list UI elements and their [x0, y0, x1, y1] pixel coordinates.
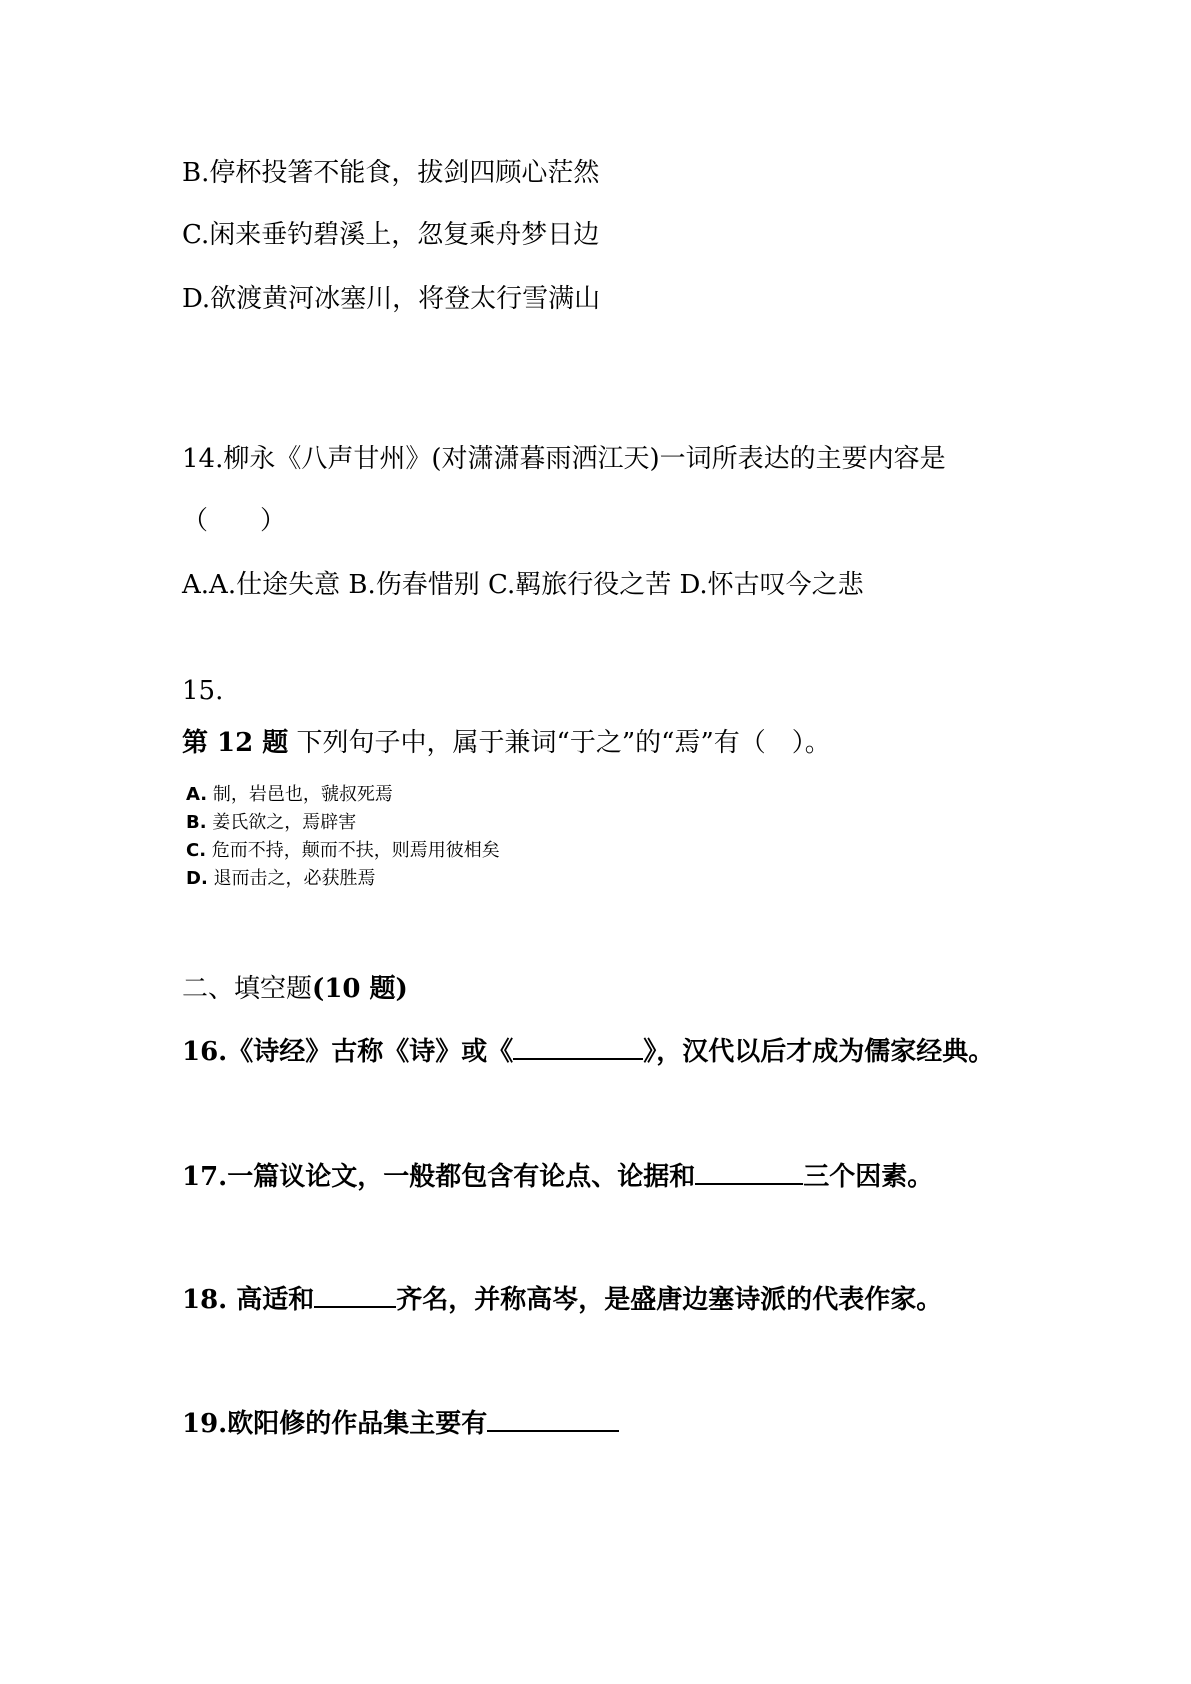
q13-option-d: D.欲渡黄河冰塞川，将登太行雪满山	[182, 284, 601, 314]
q17-blank[interactable]	[695, 1155, 803, 1185]
q16-text-after: 》，汉代以后才成为儒家经典。	[643, 1037, 995, 1067]
q15-stem-text: 下列句子中，属于兼词“于之”的“焉”有（ ）。	[288, 728, 831, 758]
q16-text-before: 16.《诗经》古称《诗》或《	[182, 1037, 514, 1067]
q19	[182, 1402, 619, 1440]
q15-option-a-text: 制，岩邑也，虢叔死焉	[212, 784, 393, 805]
q14-options: A.A.仕途失意 B.伤春惜别 C.羁旅行役之苦 D.怀古叹今之悲	[182, 570, 864, 600]
q13-option-c: C.闲来垂钓碧溪上，忽复乘舟梦日边	[182, 220, 600, 250]
q18	[182, 1278, 942, 1316]
q15-option-d-letter: D.	[186, 868, 208, 889]
q18-text-after: 齐名，并称高岑，是盛唐边塞诗派的代表作家。	[396, 1285, 943, 1315]
q19-blank[interactable]	[487, 1402, 619, 1432]
q15-stem	[182, 722, 831, 759]
section2-heading	[182, 968, 408, 1005]
q13-option-b: B.停杯投箸不能食，拔剑四顾心茫然	[182, 158, 600, 188]
q14-stem: 14.柳永《八声甘州》(对潇潇暮雨洒江天)一词所表达的主要内容是	[182, 444, 946, 474]
q15-option-b-letter: B.	[186, 812, 207, 833]
section2-title: 二、填空题	[182, 974, 313, 1004]
q15-option-d-text: 退而击之，必获胜焉	[213, 868, 376, 889]
q16	[182, 1030, 994, 1068]
q15-option-d	[186, 864, 376, 890]
q17	[182, 1155, 933, 1193]
q15-option-a-letter: A.	[186, 784, 208, 805]
q15-option-c-letter: C.	[186, 840, 207, 861]
q15-option-b	[186, 808, 356, 834]
q15-option-c	[186, 836, 500, 862]
q18-blank[interactable]	[314, 1278, 396, 1308]
q15-option-a	[186, 780, 393, 806]
q15-number: 15.	[182, 676, 224, 706]
q15-stem-prefix: 第 12 题	[182, 728, 289, 758]
q18-text-before: 18. 高适和	[182, 1285, 315, 1315]
q15-option-c-text: 危而不持，颠而不扶，则焉用彼相矣	[211, 840, 500, 861]
section2-count: (10 题)	[312, 974, 408, 1004]
q17-text-after: 三个因素。	[803, 1162, 934, 1192]
q16-blank[interactable]	[513, 1030, 643, 1060]
q19-text-before: 19.欧阳修的作品集主要有	[182, 1409, 488, 1439]
q15-option-b-text: 姜氏欲之，焉辟害	[212, 812, 357, 833]
q17-text-before: 17.一篇议论文，一般都包含有论点、论据和	[182, 1162, 696, 1192]
q14-answer-paren: （ ）	[182, 506, 287, 536]
